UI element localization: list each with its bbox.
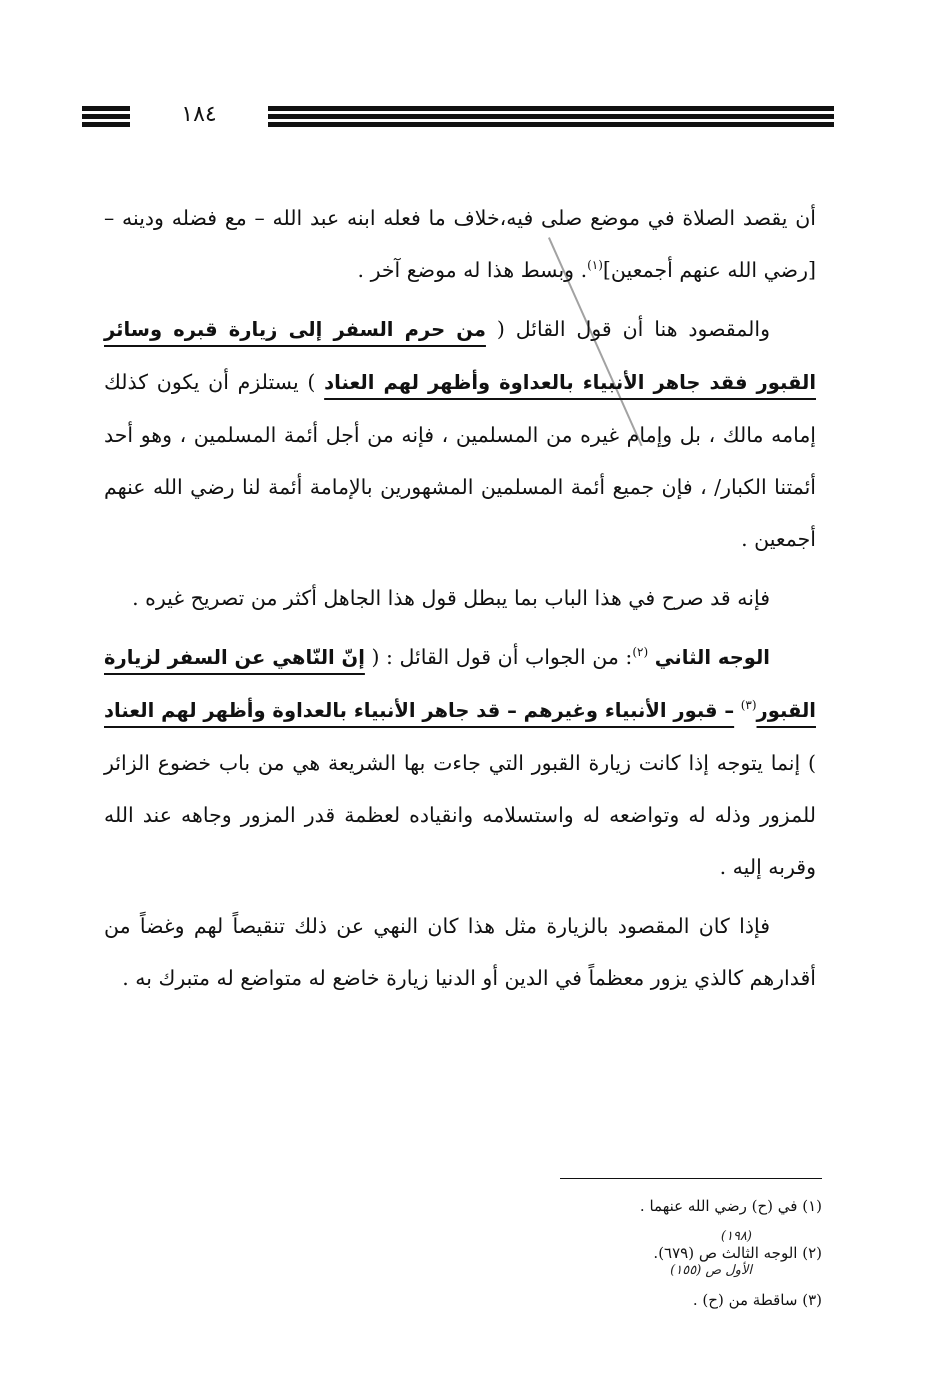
header-rule — [82, 114, 130, 119]
header-rule — [268, 106, 834, 111]
footnote-2 — [560, 1230, 822, 1277]
footnote-1: (١) في (ح) رضي الله عنهما . — [639, 1197, 822, 1215]
paragraph-text: فإذا كان المقصود بالزيارة مثل هذا كان النهي عن ذلك تنقيصاً لهم وغضاً من أقدارهم كالذي يزور معظماً في الدين أو الدنيا زيارة خاضع له متواضع له متبرك به . — [104, 914, 816, 990]
footnote-2-text: (٢) الوجه الثالث ص (٦٧٩). — [653, 1244, 822, 1262]
footnotes — [560, 1196, 822, 1324]
footnote-separator — [560, 1178, 822, 1179]
page-header — [82, 100, 834, 130]
quoted-statement: – قبور الأنبياء وغيرهم – قد جاهر الأنبياء بالعداوة وأظهر لهم العناد — [104, 699, 735, 722]
paragraph-1 — [104, 192, 816, 296]
handwritten-note: الأول ص (١٥٥) — [670, 1263, 752, 1278]
footnote-ref: (٣) — [740, 698, 757, 713]
paragraph-text: ) إنما يتوجه إذا كانت زيارة القبور التي جاءت بها الشريعة هي من باب خضوع الزائر للمزور وذله له وتواضعه له واستسلامه وانقياده لعظمة قدر المزور وجاهه عند الله وقربه إليه . — [104, 751, 816, 879]
quoted-statement: إنّ النّاهي عن السفر لزيارة القبور — [104, 646, 816, 722]
paragraph-text: أن يقصد الصلاة في موضع صلى فيه،خلاف ما فعله ابنه عبد الله – مع فضله ودينه – [رضي الله عنهم أجمعين] — [104, 206, 816, 282]
footnote-ref: (٢) — [632, 645, 649, 660]
paragraph-2 — [104, 303, 816, 565]
paragraph-4 — [104, 631, 816, 893]
paragraph-5 — [104, 900, 816, 1004]
handwritten-note: (١٩٨) — [720, 1229, 752, 1244]
paragraph-3 — [104, 572, 816, 624]
header-rule — [268, 122, 834, 127]
paragraph-text: ) يستلزم أن يكون كذلك إمامه مالك ، بل وإمام غيره من المسلمين ، فإنه من أجل أئمة المسلمين ، وهو أحد أئمتنا الكبار/ ، فإن جميع أئمة المسلمين المشهورين بالإمامة أئمة لنا رضي الله عنهم أجمعين . — [104, 370, 816, 551]
header-rule — [82, 122, 130, 127]
paragraph-text: والمقصود هنا أن قول القائل ( — [496, 317, 770, 341]
header-rule — [268, 114, 834, 119]
paragraph-text: : من الجواب أن قول القائل : ( — [371, 645, 633, 669]
quoted-statement: من حرم السفر إلى زيارة قبره وسائر القبور فقد جاهر الأنبياء بالعداوة وأظهر لهم العناد — [104, 318, 817, 394]
page-number: ١٨٤ — [181, 102, 217, 127]
paragraph-text: فإنه قد صرح في هذا الباب بما يبطل قول هذا الجاهل أكثر من تصريح غيره . — [132, 586, 770, 610]
footnote-ref: (١) — [587, 258, 603, 273]
section-heading: الوجه الثاني — [654, 646, 770, 669]
paragraph-text: . وبسط هذا له موضع آخر . — [357, 258, 588, 282]
footnote-3: (٣) ساقطة من (ح) . — [692, 1291, 822, 1309]
header-rule — [82, 106, 130, 111]
main-text — [104, 192, 816, 1011]
